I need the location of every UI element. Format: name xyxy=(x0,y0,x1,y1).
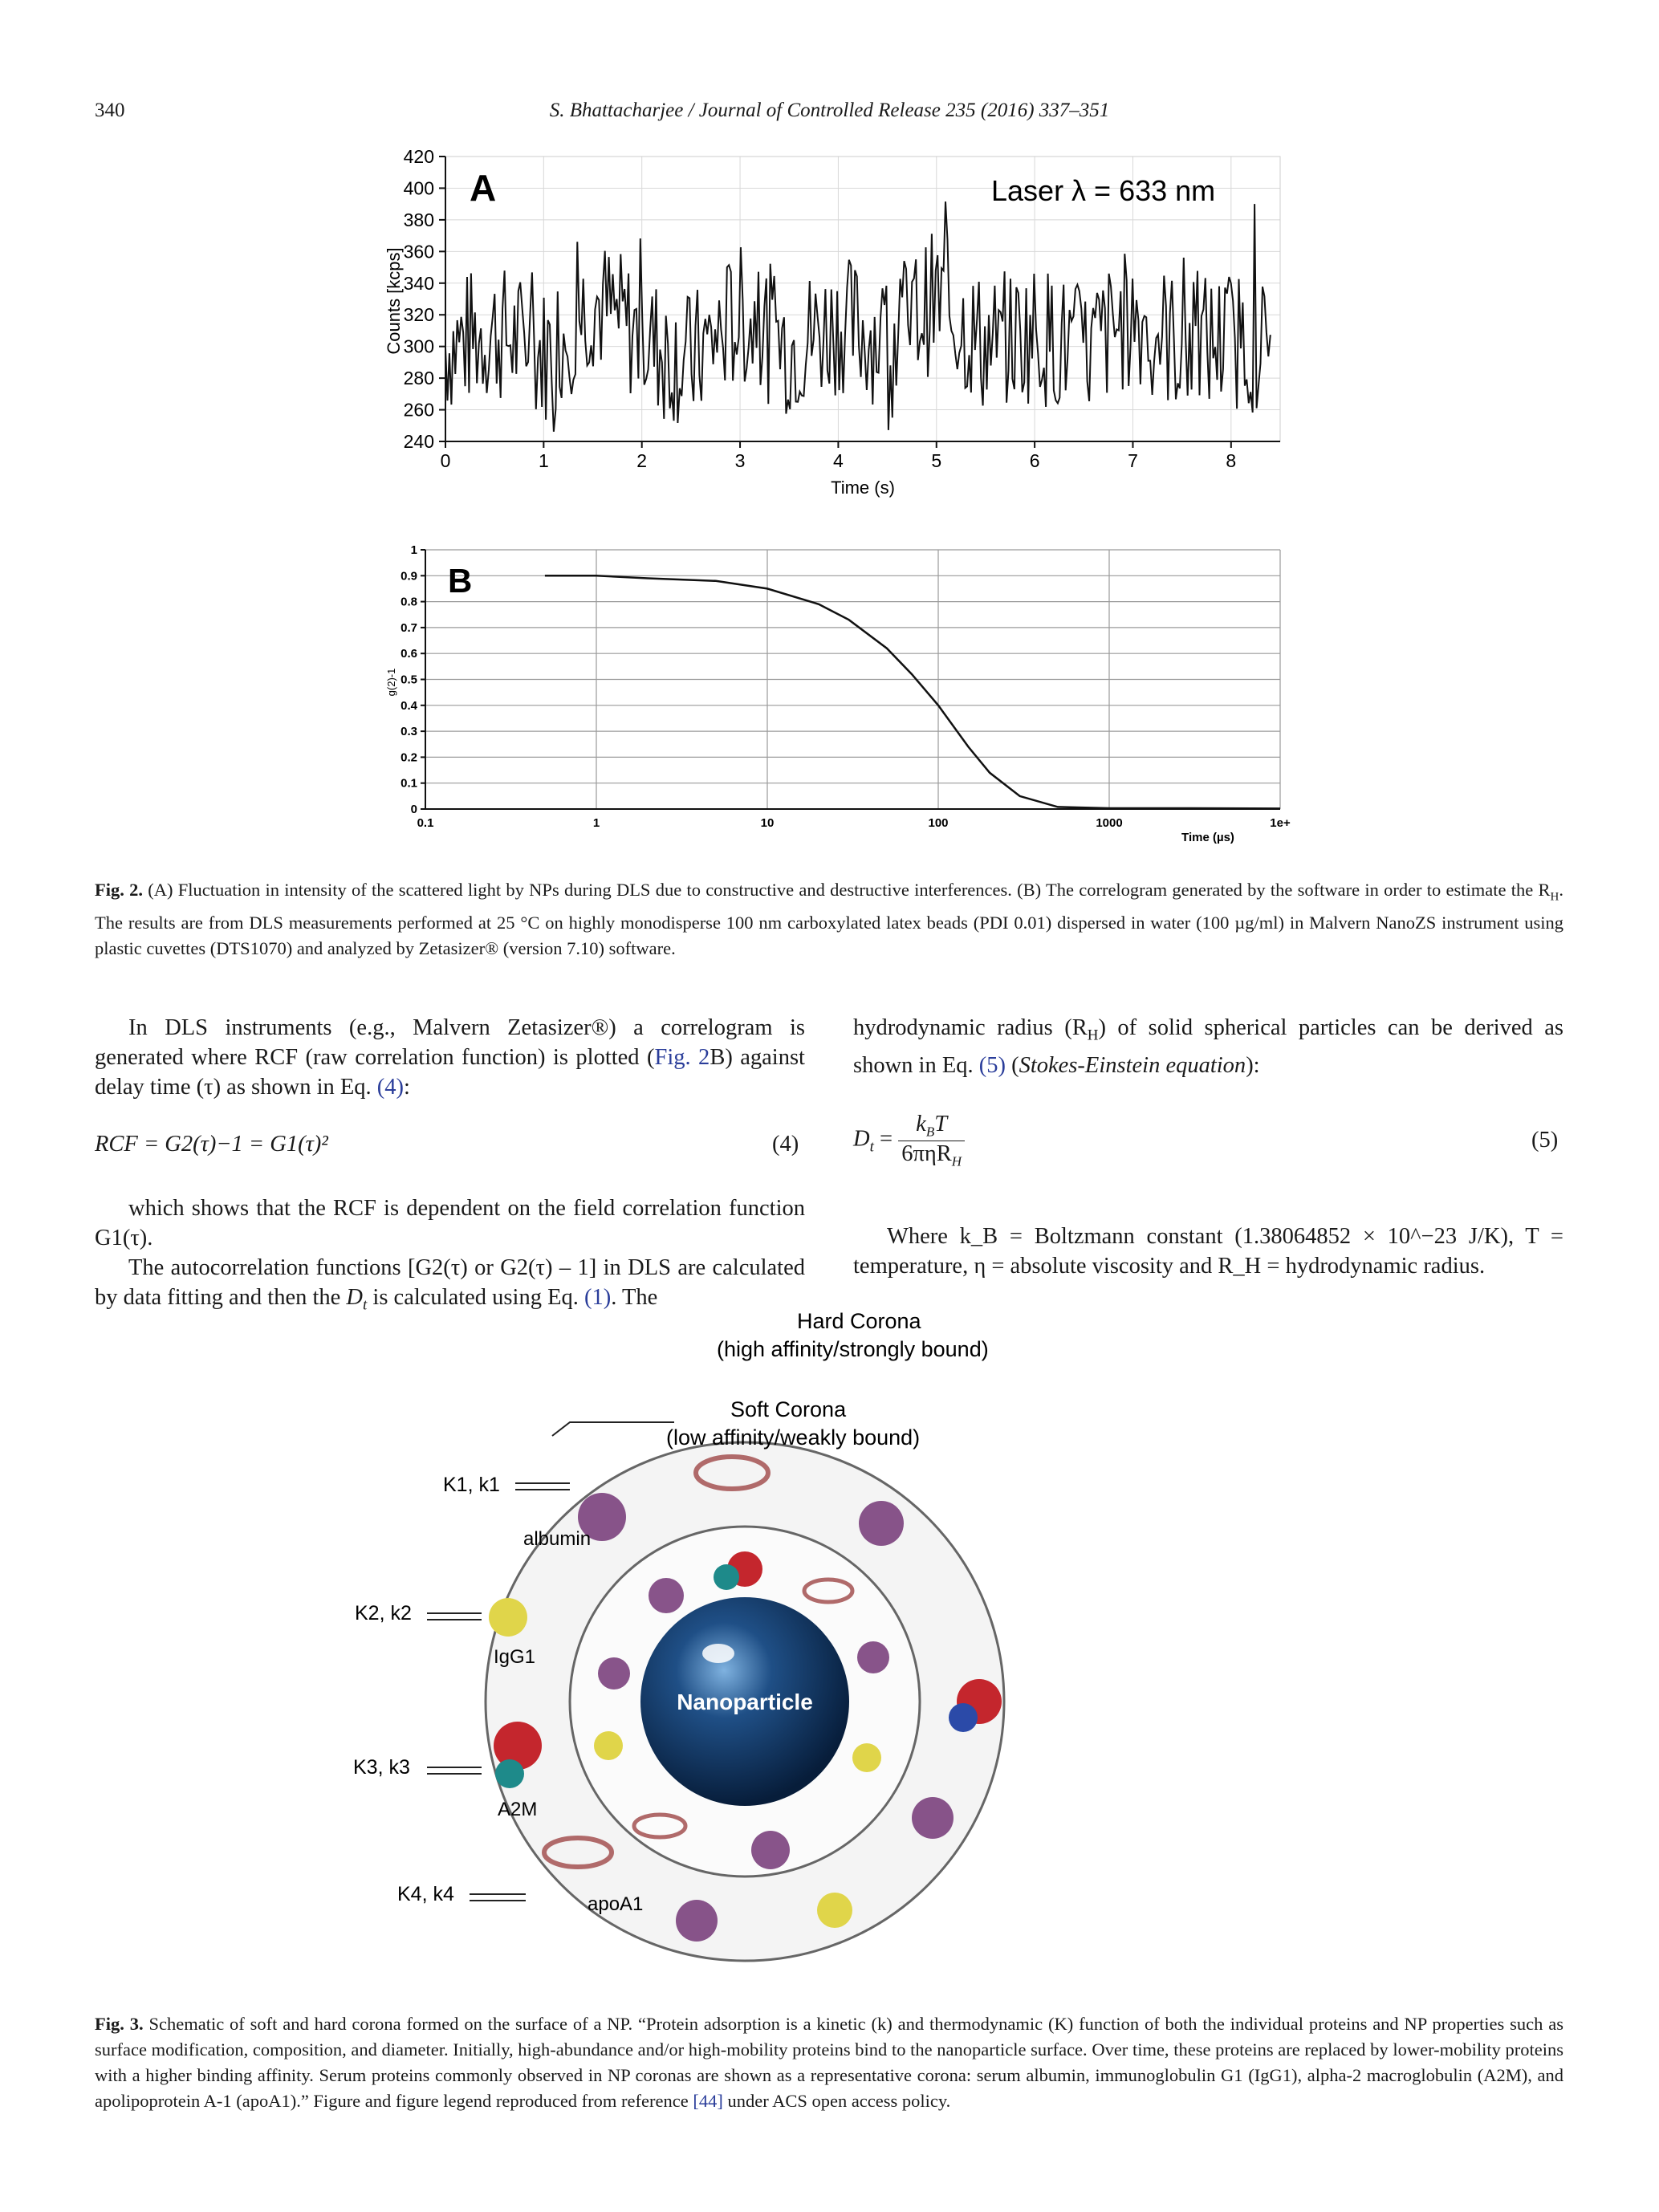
panel-a-xtick-label: 1 xyxy=(538,450,549,471)
panel-b-xtick-label: 1 xyxy=(592,816,600,830)
right-p1-text-c: ( xyxy=(1005,1052,1019,1078)
stokes-einstein-term: Stokes-Einstein equation xyxy=(1019,1052,1246,1078)
panel-b-xticks xyxy=(417,816,1291,830)
right-p1-text-d: ): xyxy=(1246,1052,1260,1078)
eq5-lhs: D xyxy=(853,1126,870,1152)
hard-corona-subtitle: (high affinity/strongly bound) xyxy=(717,1337,989,1361)
panel-a-xtick-label: 7 xyxy=(1128,450,1138,471)
panel-a-laser-annotation: Laser λ = 633 nm xyxy=(991,174,1216,207)
panel-a-xtick-label: 3 xyxy=(734,450,746,471)
panel-b-xtick-label: 0.1 xyxy=(417,816,434,830)
panel-b-ytick-label: 0.8 xyxy=(401,595,417,609)
figure2-caption-sub: H xyxy=(1550,890,1559,904)
panel-a-ytick-label: 300 xyxy=(403,335,434,357)
left-p1-text-a: In DLS instruments (e.g., Malvern Zetasizer®) a correlogram is generated where RCF (raw correlation function) is plotted ( xyxy=(95,1015,805,1070)
soft-corona-leader-line xyxy=(552,1422,674,1436)
panel-b-ytick-label: 0.4 xyxy=(401,698,417,713)
panel-a-ytick-label: 400 xyxy=(403,177,434,199)
panel-a-xtick-label: 5 xyxy=(931,450,942,471)
eq4-link[interactable]: (4) xyxy=(376,1075,405,1100)
rate-constant-4: K4, k4 xyxy=(397,1883,454,1905)
panel-b-xtick-label: 10 xyxy=(760,816,775,830)
igg1-protein-icon xyxy=(489,1598,527,1637)
figure2-panel-b xyxy=(369,538,1292,851)
right-paragraph-2: Where k_B = Boltzmann constant (1.38064852 × 10^−23 J/K), T = temperature, η = absolute viscosity and R_H = hydrodynamic radius. xyxy=(853,1224,1563,1279)
eq5-link[interactable]: (5) xyxy=(978,1052,1006,1078)
left-column-lower xyxy=(95,1193,805,1320)
right-p1-sub: H xyxy=(1087,1027,1099,1044)
panel-a-ytick-label: 260 xyxy=(403,399,434,421)
panel-b-ytick-label: 0.2 xyxy=(401,750,417,765)
igg1-protein-icon xyxy=(817,1893,852,1928)
figure2-caption-text2: . The results are from DLS measurements performed at 25 °C on highly monodisperse 100 nm carboxylated latex beads (PDI 0.01) dispersed in water (100 µg/ml) in Malvern NanoZS instrument using plastic cuvettes (DTS1070) and analyzed by Zetasizer® (version 7.10) software. xyxy=(95,880,1563,958)
equation-5-number: (5) xyxy=(1531,1128,1559,1153)
eq5-num-t: T xyxy=(934,1112,948,1136)
panel-b-xtick-label: 1000 xyxy=(1096,816,1123,830)
soft-corona-subtitle: (low affinity/weakly bound) xyxy=(666,1425,921,1450)
panel-a-xtick-label: 6 xyxy=(1029,450,1040,471)
albumin-protein-icon xyxy=(649,1578,684,1613)
right-column xyxy=(853,1013,1563,1080)
equation-5: $D_t$ = $\frac{k_BT}{6\pi\eta R_H}$ xyxy=(853,1112,965,1169)
igg1-protein-icon xyxy=(594,1731,623,1760)
left-p3-text-a: The autocorrelation functions [G2(τ) or G2(τ) – 1] in DLS are calculated by data fitting and then the xyxy=(95,1255,805,1310)
figure2-caption-text: (A) Fluctuation in intensity of the scattered light by NPs during DLS due to constructive and destructive interferences. (B) The correlogram generated by the software in order to estimate the R xyxy=(143,880,1551,900)
panel-b-ytick-label: 0.5 xyxy=(401,673,417,687)
equation-4-number: (4) xyxy=(772,1132,799,1157)
equation-4: RCF = G2(τ)−1 = G1(τ)² xyxy=(95,1132,328,1157)
panel-a-xticks xyxy=(441,441,1237,471)
running-head: S. Bhattacharjee / Journal of Controlled Release 235 (2016) 337–351 xyxy=(549,100,1110,121)
protein-label-igg1: IgG1 xyxy=(494,1646,536,1668)
albumin-protein-icon xyxy=(859,1501,904,1546)
right-p1-text-b: ) of solid spherical particles can be derived as shown in Eq. xyxy=(853,1015,1563,1078)
panel-a-xlabel: Time (s) xyxy=(831,478,895,498)
left-p1-text-c: : xyxy=(404,1075,410,1100)
right-column-lower xyxy=(853,1222,1563,1281)
figure3-caption xyxy=(95,2011,1563,2114)
hard-corona-title: Hard Corona xyxy=(797,1309,921,1333)
panel-b-ytick-label: 0.9 xyxy=(401,569,417,583)
panel-a-ytick-label: 380 xyxy=(403,209,434,230)
soft-corona-title: Soft Corona xyxy=(730,1397,847,1421)
eq5-fraction xyxy=(898,1112,965,1169)
eq5-num-sub: B xyxy=(925,1124,935,1140)
figure3-diagram xyxy=(337,1309,1364,1990)
left-paragraph-3 xyxy=(95,1253,805,1320)
panel-a-xtick-label: 2 xyxy=(636,450,648,471)
figure3-caption-text: Schematic of soft and hard corona formed on the surface of a NP. “Protein adsorption is a kinetic (k) and thermodynamic (K) function of both the individual proteins and NP properties such as surface modification, composition, and diameter. Initially, high-abundance and/or high-mobility proteins bind to the nanoparticle surface. Over time, these proteins are replaced by lower-mobility proteins with a higher binding affinity. Serum proteins commonly observed in NP coronas are shown as a representative corona: serum albumin, immunoglobulin G1 (IgG1), alpha-2 macroglobulin (A2M), and apolipoprotein A-1 (apoA1).” Figure and figure legend reproduced from reference xyxy=(95,2014,1563,2111)
left-p3-text-b: is calculated using Eq. xyxy=(367,1285,584,1310)
right-paragraph-1 xyxy=(853,1013,1563,1080)
a2m-protein-icon xyxy=(949,1703,978,1732)
panel-a-xtick-label: 8 xyxy=(1226,450,1237,471)
eq1-link[interactable]: (1) xyxy=(583,1285,612,1310)
panel-b-xlabel: Time (µs) xyxy=(1181,831,1234,844)
nanoparticle-label: Nanoparticle xyxy=(677,1689,813,1714)
panel-b-ytick-label: 0.7 xyxy=(401,620,417,635)
eq5-den-sub: H xyxy=(951,1153,962,1169)
left-p3-dt-sub: t xyxy=(363,1296,368,1314)
left-column xyxy=(95,1013,805,1102)
protein-label-apoa1: apoA1 xyxy=(588,1893,644,1915)
rate-constant-3: K3, k3 xyxy=(353,1756,410,1779)
panel-a-ytick-label: 280 xyxy=(403,368,434,389)
figure3-caption-label: Fig. 3. xyxy=(95,2014,144,2034)
reference-44-link[interactable]: [44] xyxy=(693,2091,723,2111)
right-p1-text-a: hydrodynamic radius (R xyxy=(853,1015,1088,1040)
panel-a-label: A xyxy=(470,167,497,209)
albumin-protein-icon xyxy=(751,1831,790,1869)
left-paragraph-2: which shows that the RCF is dependent on the field correlation function G1(τ). xyxy=(95,1196,805,1250)
albumin-protein-icon xyxy=(857,1641,889,1673)
a2m-protein-icon xyxy=(714,1564,739,1590)
panel-a-ytick-label: 360 xyxy=(403,241,434,262)
left-p3-dt: D xyxy=(346,1285,364,1310)
panel-b-ytick-label: 0.1 xyxy=(401,776,417,791)
panel-a-ytick-label: 340 xyxy=(403,272,434,294)
figure3-caption-end: under ACS open access policy. xyxy=(722,2091,951,2111)
albumin-protein-icon xyxy=(912,1797,954,1839)
panel-b-ylabel: g(2)-1 xyxy=(385,668,397,697)
eq5-denominator xyxy=(898,1141,965,1170)
panel-b-yticks xyxy=(401,543,425,816)
figure2-panel-a xyxy=(369,140,1292,506)
panel-b-xtick-label: 100 xyxy=(928,816,949,830)
igg1-protein-icon xyxy=(852,1743,881,1772)
panel-b-xtick-label: 1e+ xyxy=(1270,816,1291,830)
eq5-den-text: 6πηR xyxy=(901,1141,952,1166)
albumin-protein-icon xyxy=(598,1657,630,1689)
left-p3-text-c: . The xyxy=(611,1285,658,1310)
panel-b-ytick-label: 1 xyxy=(410,543,417,557)
panel-b-grid xyxy=(425,550,1280,809)
panel-a-xtick-label: 0 xyxy=(440,450,451,471)
protein-label-albumin: albumin xyxy=(523,1528,592,1550)
panel-a-ytick-label: 240 xyxy=(403,431,434,452)
figure2-caption-label: Fig. 2. xyxy=(95,880,143,900)
panel-a-yticks xyxy=(404,146,445,452)
protein-label-a2m: A2M xyxy=(498,1799,538,1820)
eq5-numerator xyxy=(898,1112,965,1141)
panel-b-ytick-label: 0.6 xyxy=(401,647,417,661)
left-p1-text-b: B) against delay time (τ) as shown in Eq. xyxy=(95,1045,805,1100)
panel-a-ytick-label: 320 xyxy=(403,304,434,326)
page-number: 340 xyxy=(95,100,125,121)
albumin-protein-icon xyxy=(676,1900,718,1942)
fig2-link[interactable]: Fig. 2 xyxy=(654,1045,710,1070)
panel-b-label: B xyxy=(448,562,473,600)
nanoparticle-highlight xyxy=(702,1644,734,1663)
panel-a-ytick-label: 420 xyxy=(403,146,434,167)
rate-constant-2: K2, k2 xyxy=(355,1602,412,1624)
panel-a-xtick-label: 4 xyxy=(833,450,844,471)
panel-b-correlogram-curve xyxy=(545,575,1280,808)
rate-constant-1: K1, k1 xyxy=(443,1474,500,1496)
panel-b-ytick-label: 0 xyxy=(410,803,417,816)
panel-a-ylabel: Counts [kcps] xyxy=(384,247,404,355)
figure2-caption xyxy=(95,877,1563,962)
eq5-lhs-sub: t xyxy=(869,1138,874,1156)
a2m-protein-icon xyxy=(495,1759,524,1788)
left-paragraph-1 xyxy=(95,1013,805,1102)
panel-b-ytick-label: 0.3 xyxy=(401,725,417,739)
panel-a-count-trace xyxy=(445,201,1271,432)
eq5-num-k: k xyxy=(916,1112,926,1136)
